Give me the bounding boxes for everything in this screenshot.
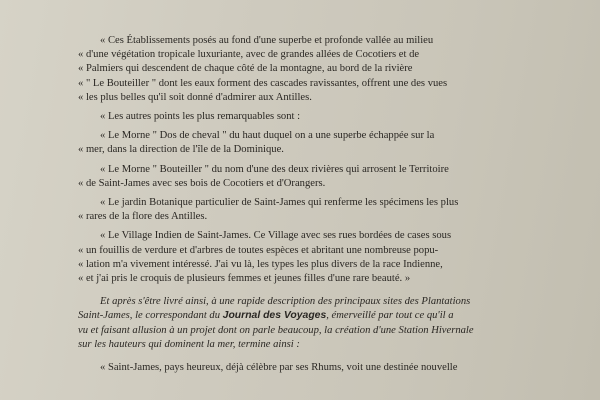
paragraph-autres-points — [78, 110, 550, 124]
paragraph-village-indien — [78, 229, 550, 286]
text-line: Et après s'être livré ainsi, à une rapide description des principaux sites des Plantations — [100, 296, 471, 308]
text-line: « Le Morne " Bouteiller " du nom d'une des deux rivières qui arrosent le Territoire — [100, 163, 449, 175]
text-line: sur les hauteurs qui dominent la mer, termine ainsi : — [78, 338, 300, 350]
text-line: « Le jardin Botanique particulier de Saint-James qui renferme les spécimens les plus — [100, 197, 459, 209]
text-line: « mer, dans la direction de l'île de la Dominique. — [78, 144, 284, 156]
text-fragment: , émerveillé par tout ce qu'il a — [326, 310, 454, 322]
text-line: « Les autres points les plus remarquables sont : — [100, 111, 301, 123]
paragraph-italic-narration — [78, 295, 550, 352]
text-line: « un fouillis de verdure et d'arbres de toutes espèces et abritant une nombreuse popu- — [78, 244, 439, 256]
text-line: « rares de la flore des Antilles. — [78, 211, 208, 223]
text-fragment: Saint-James, le correspondant du — [78, 310, 223, 322]
paragraph-morne-dos-de-cheval — [78, 129, 550, 157]
text-line: « Saint-James, pays heureux, déjà célèbre par ses Rhums, voit une destinée nouvelle — [100, 362, 458, 374]
text-line: « Palmiers qui descendent de chaque côté de la montagne, au bord de la rivière — [78, 63, 413, 75]
text-line: « lation m'a vivement intéressé. J'ai vu là, les types les plus divers de la race Indienne, — [78, 258, 443, 270]
text-line — [78, 309, 550, 323]
paragraph-etablissements — [78, 34, 550, 105]
text-line: « de Saint-James avec ses bois de Cocotiers et d'Orangers. — [78, 177, 326, 189]
text-line: « Le Morne " Dos de cheval " du haut duquel on a une superbe échappée sur la — [100, 130, 435, 142]
text-line: « Ces Établissements posés au fond d'une superbe et profonde vallée au milieu — [100, 35, 434, 46]
text-line: « " Le Bouteiller " dont les eaux forment des cascades ravissantes, offrent une des vues — [78, 77, 448, 89]
text-line: « d'une végétation tropicale luxuriante, avec de grandes allées de Cocotiers et de — [78, 49, 420, 61]
text-line: « Le Village Indien de Saint-James. Ce Village avec ses rues bordées de cases sous — [100, 230, 452, 242]
paragraph-saint-james-pays-heureux — [78, 361, 550, 375]
text-line: vu et faisant allusion à un projet dont on parle beaucoup, la création d'une Station Hivernale — [78, 324, 474, 336]
paragraph-morne-bouteiller — [78, 163, 550, 191]
text-line: « les plus belles qu'il soit donné d'admirer aux Antilles. — [78, 91, 312, 103]
text-block — [78, 34, 550, 380]
text-line: « et j'ai pris le croquis de plusieurs femmes et jeunes filles d'une rare beauté. » — [78, 273, 411, 285]
paragraph-jardin-botanique — [78, 196, 550, 224]
journal-des-voyages-title: Journal des Voyages — [222, 310, 327, 322]
